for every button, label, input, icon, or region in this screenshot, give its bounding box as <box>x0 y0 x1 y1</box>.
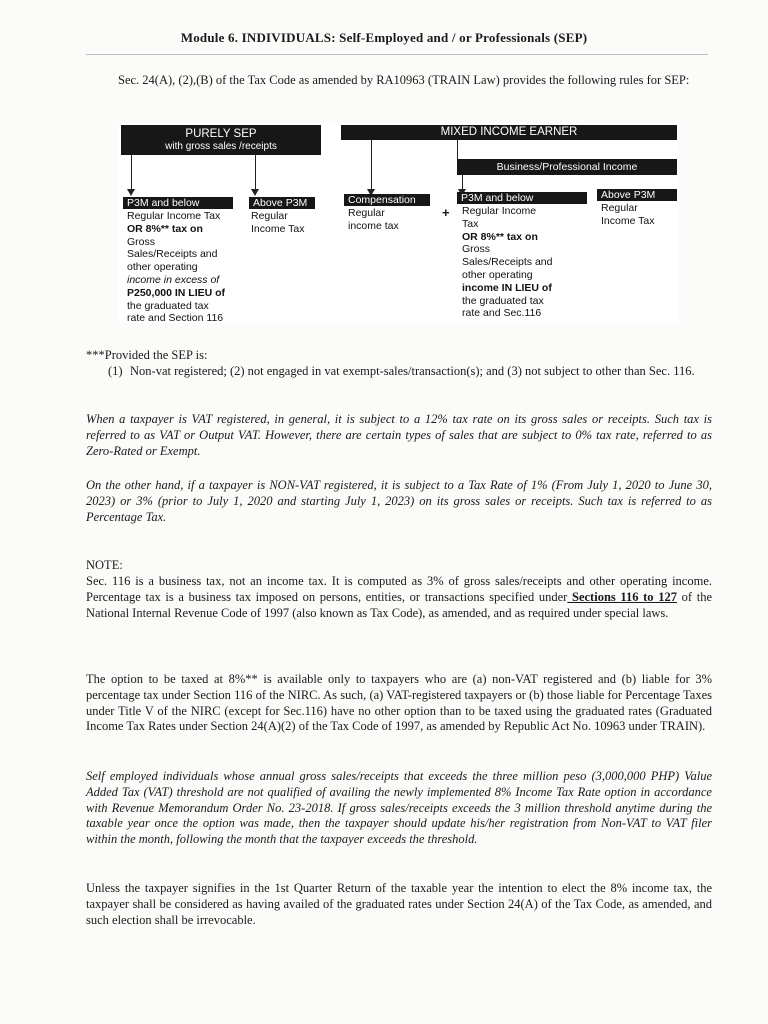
text-line: income in excess of <box>127 273 220 286</box>
text-line: Income Tax <box>251 222 305 235</box>
text-line: Gross <box>462 243 491 256</box>
text-line: other operating <box>462 268 533 281</box>
text-line: Regular Income <box>462 205 537 217</box>
col-text-above-p3m <box>251 210 331 236</box>
text-line: rate and Section 116 <box>127 312 224 325</box>
connector-line <box>371 140 372 189</box>
note-text-before: Sec. 116 is a business tax, not an income tax. It is computed as 3% of gross sales/receipts and other operating income. Percentage tax is a business tax imposed on persons, entities, or transactions specified under <box>86 574 712 604</box>
text-line: Regular Income Tax <box>127 210 221 222</box>
header-divider <box>86 54 708 55</box>
text-line: other operating <box>127 261 198 274</box>
text-line: Regular <box>601 202 638 214</box>
purely-sep-title: PURELY SEP <box>185 128 257 140</box>
provided-list-item <box>108 364 712 380</box>
text-line: OR 8%** tax on <box>462 230 538 243</box>
self-employed-paragraph: Self employed individuals whose annual gross sales/receipts that exceeds the three million peso (3,000,000 PHP) Value Added Tax (VAT) threshold are not qualified of availing the newly implemented 8% Income Tax Rate option in accordance with Revenue Memorandum Order No. 23-2018. If gross sales/receipts exceeds the 3 million threshold anytime during the taxable year once the option was made, then the taxpayer should update his/her registration from Non-VAT to VAT filer within the month, following the month that the taxpayer exceeds the threshold. <box>86 769 712 847</box>
col-text-compensation <box>348 207 432 233</box>
unless-paragraph: Unless the taxpayer signifies in the 1st Quarter Return of the taxable year the intention to elect the 8% income tax, the taxpayer shall be considered as having availed of the graduated rates under Section 24(A) of the Tax Code, as amended, and such election shall be irrevocable. <box>86 881 712 927</box>
text-line: Regular <box>348 207 385 219</box>
connector-line <box>462 175 463 189</box>
text-line: the graduated tax <box>462 294 544 307</box>
provided-heading: ***Provided the SEP is: <box>86 348 208 362</box>
connector-line <box>131 155 132 189</box>
note-label: NOTE: <box>86 558 123 572</box>
intro-paragraph: Sec. 24(A), (2),(B) of the Tax Code as amended by RA10963 (TRAIN Law) provides the following rules for SEP: <box>118 73 690 87</box>
text-line: Gross <box>127 235 156 248</box>
sep-tax-rules-diagram <box>119 123 679 323</box>
text-line: Sales/Receipts and <box>462 256 553 269</box>
text-line: rate and Sec.116 <box>462 307 542 320</box>
col-text-biz-p3m-below <box>462 205 592 320</box>
connector-line <box>255 155 256 189</box>
page-header-title: Module 6. INDIVIDUALS: Self-Employed and / or Professionals (SEP) <box>180 30 588 45</box>
text-line: income IN LIEU of <box>462 281 552 294</box>
text-line: income tax <box>348 219 399 232</box>
text-line: Regular <box>251 210 288 222</box>
col-text-biz-above-p3m <box>601 202 677 228</box>
col-head-biz-p3m-below: P3M and below <box>457 192 587 204</box>
vat-paragraph: When a taxpayer is VAT registered, in general, it is subject to a 12% tax rate on its gross sales or receipts. Such tax is referred to as VAT or Output VAT. However, there are certain types of sales that are subject to 0% tax rate, referred to as Zero-Rated or Exempt. <box>86 412 712 458</box>
option-paragraph: The option to be taxed at 8%** is available only to taxpayers who are (a) non-VAT registered and (b) liable for 3% percentage tax under Section 116 of the NIRC. As such, (a) VAT-registered taxpayers or (b) those liable for Percentage Taxes under Title V of the NIRC (except for Sec.116) have no other option than to be taxed using the graduated rates (Graduated Income Tax Rates under Section 24(A)(2) of the Tax Code of 1997, as amended by Republic Act No. 10963 under TRAIN). <box>86 672 712 734</box>
text-line: Sales/Receipts and <box>127 248 218 261</box>
purely-sep-bar <box>121 125 321 155</box>
col-head-compensation: Compensation <box>344 194 430 206</box>
list-number: (1) <box>108 364 123 378</box>
list-text: Non-vat registered; (2) not engaged in vat exempt-sales/transaction(s); and (3) not subject to other than Sec. 116. <box>130 364 695 378</box>
col-head-biz-above-p3m: Above P3M <box>597 189 677 201</box>
text-line: OR 8%** tax on <box>127 222 203 235</box>
arrow-down-icon <box>127 189 135 196</box>
text-line: P250,000 IN LIEU of <box>127 286 226 299</box>
business-income-bar: Business/Professional Income <box>457 159 677 175</box>
col-head-above-p3m: Above P3M <box>249 197 315 209</box>
plus-sign: + <box>442 205 450 220</box>
col-text-p3m-below <box>127 210 241 325</box>
text-line: Income Tax <box>601 214 655 227</box>
text-line: Tax <box>462 217 479 230</box>
sections-116-127-link[interactable]: Sections 116 to 127 <box>567 589 677 604</box>
purely-sep-subtitle: with gross sales /receipts <box>165 141 277 152</box>
note-paragraph <box>86 574 712 621</box>
mixed-income-bar: MIXED INCOME EARNER <box>341 125 677 140</box>
col-head-p3m-below: P3M and below <box>123 197 233 209</box>
arrow-down-icon <box>251 189 259 196</box>
note-text-after: of the National Internal Revenue Code of 1997 (also known as Tax Code), as amended, and as required under special laws. <box>86 589 712 620</box>
connector-line <box>457 140 458 159</box>
text-line: the graduated tax <box>127 299 209 312</box>
non-vat-paragraph: On the other hand, if a taxpayer is NON-VAT registered, it is subject to a Tax Rate of 1% (From July 1, 2020 to June 30, 2023) or 3% (prior to July 1, 2020 and starting July 1, 2023) on its gross sales or receipts. Such tax is referred to as Percentage Tax. <box>86 478 712 524</box>
